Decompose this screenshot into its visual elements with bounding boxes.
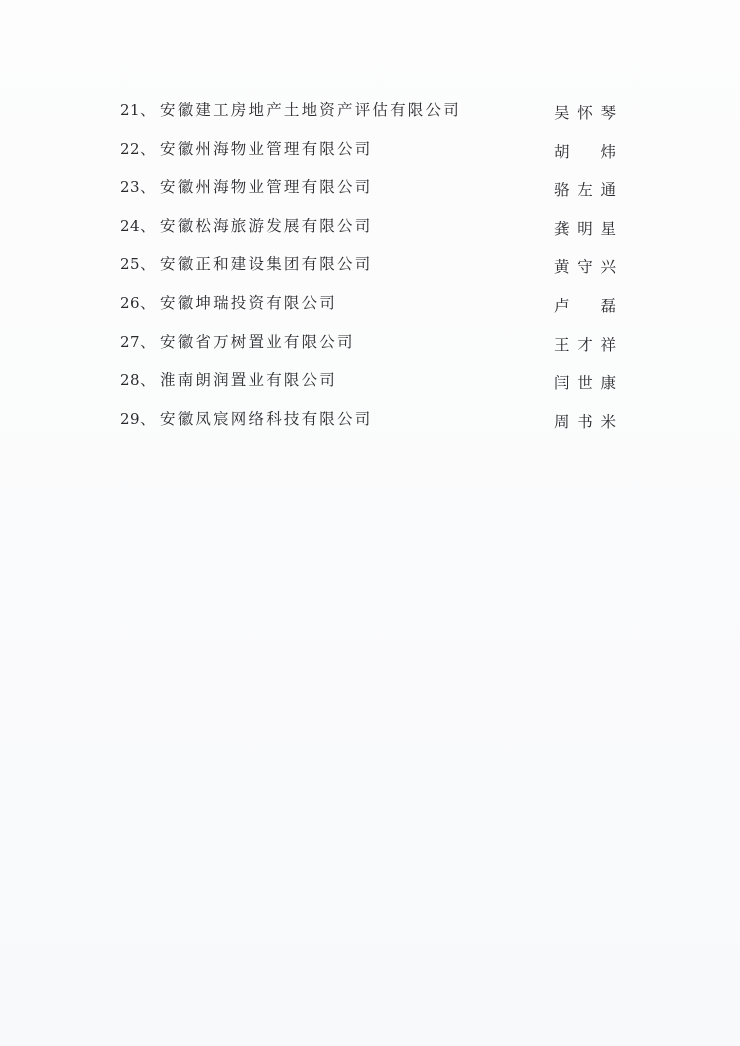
item-number: 24、 [120, 216, 156, 235]
item-number: 26、 [120, 293, 156, 312]
company-name: 安徽正和建设集团有限公司 [160, 255, 373, 274]
item-number: 28、 [120, 371, 156, 390]
company-person-list [120, 96, 630, 443]
person-name: 胡 炜 [554, 142, 616, 161]
list-item [120, 96, 630, 135]
list-item [120, 250, 630, 289]
item-number: 22、 [120, 139, 156, 158]
list-item [120, 289, 630, 328]
list-item [120, 405, 630, 444]
person-name: 骆左通 [554, 181, 616, 200]
item-number: 25、 [120, 255, 156, 274]
company-name: 安徽州海物业管理有限公司 [160, 178, 373, 197]
company-name: 安徽凤宸网络科技有限公司 [160, 409, 373, 428]
list-item [120, 173, 630, 212]
list-item [120, 135, 630, 174]
person-name: 闫世康 [554, 374, 616, 393]
item-number: 29、 [120, 409, 156, 428]
list-item [120, 366, 630, 405]
item-number: 23、 [120, 178, 156, 197]
company-name: 安徽松海旅游发展有限公司 [160, 216, 373, 235]
company-name: 安徽建工房地产土地资产评估有限公司 [160, 101, 461, 119]
item-number: 21、 [120, 101, 156, 119]
person-name: 黄守兴 [554, 258, 616, 277]
person-name: 王才祥 [554, 335, 616, 354]
person-name: 龚明星 [554, 219, 616, 238]
list-item [120, 328, 630, 367]
person-name: 卢 磊 [554, 296, 616, 315]
company-name: 安徽省万树置业有限公司 [160, 332, 355, 351]
company-name: 淮南朗润置业有限公司 [160, 371, 338, 390]
company-name: 安徽州海物业管理有限公司 [160, 139, 373, 158]
person-name: 吴怀琴 [554, 104, 616, 122]
item-number: 27、 [120, 332, 156, 351]
company-name: 安徽坤瑞投资有限公司 [160, 293, 338, 312]
list-item [120, 212, 630, 251]
person-name: 周书米 [554, 412, 616, 431]
